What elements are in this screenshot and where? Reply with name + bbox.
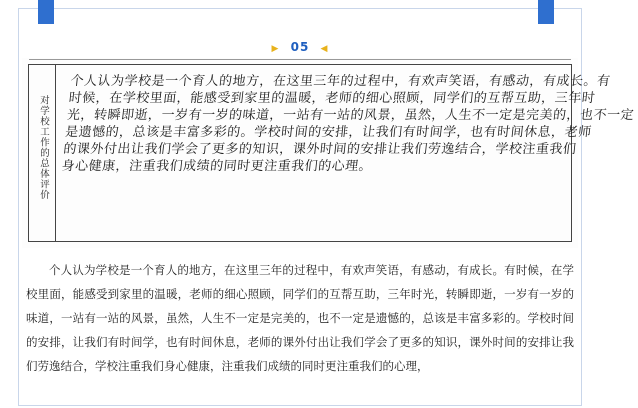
form-top-rule [29,59,571,60]
right-marker-icon: ◀ [320,44,329,54]
handwriting-line: 个人认为学校是一个育人的地方，在这里三年的过程中，有欢声笑语，有感动，有成长。有 [69,74,612,89]
typed-transcription [26,258,574,378]
form-row-label: 对学校工作的总体评价 [38,95,49,200]
handwriting-line: 是遗憾的，总该是丰富多彩的。学校时间的安排，让我们有时间学，也有时间休息，老师 [64,125,593,140]
corner-tab-right [538,0,554,24]
handwriting-line: 光，转瞬即逝，一岁有一岁的味道，一站有一站的风景，虽然，人生不一定是完美的，也不一定 [66,108,635,123]
handwritten-evaluation [55,73,635,233]
transcription-paragraph: 个人认为学校是一个育人的地方，在这里三年的过程中，有欢声笑语，有感动，有成长。有时候，在学校里面，能感受到家里的温暖，老师的细心照顾，同学们的互帮互助，三年时光，转瞬即逝，一岁有一岁的味道，一站有一站的风景，虽然，人生不一定是完美的，也不一定是遗憾的，总该是丰富多彩的。学校时间的安排，让我们有时间学，也有时间休息，老师的课外付出让我们学会了更多的知识，课外时间的安排让我们劳逸结合，学校注重我们身心健康，注重我们成绩的同时更注重我们的心理， [26,263,574,373]
left-marker-icon: ▶ [271,44,280,54]
page-number-header [0,40,600,56]
handwriting-line: 的课外付出让我们学会了更多的知识，课外时间的安排让我们劳逸结合，学校注重我们 [62,142,578,157]
page-number: 05 [290,40,310,54]
form-table [28,64,635,242]
corner-tab-left [38,0,54,24]
handwriting-line: 时候，在学校里面，能感受到家里的温暖，老师的细心照顾，同学们的互帮互助，三年时 [67,91,597,106]
handwriting-line: 身心健康，注重我们成绩的同时更注重我们的心理。 [60,159,373,174]
form-label-column [29,65,56,241]
scanned-form-image [22,58,635,248]
